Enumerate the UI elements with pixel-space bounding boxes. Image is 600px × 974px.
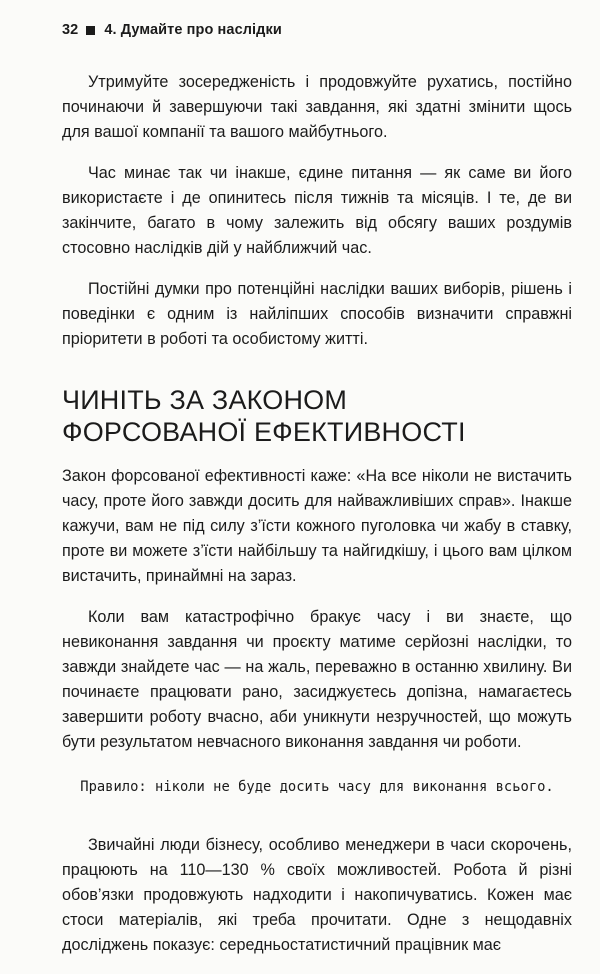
paragraph-5: Коли вам катастрофічно бракує часу і ви знаєте, що невиконання завдання чи проєкту матиме серйозні наслідки, то завжди знайдете час — на жаль, переважно в останню хвилину. Ви починаєте працювати рано, засиджуєтесь допізна, намагаєтесь завершити роботу вчасно, аби уникнути незручностей, що можуть бути результатом невчасного виконання завдання чи роботи. xyxy=(62,608,572,751)
paragraph-3: Постійні думки про потенційні наслідки ваших виборів, рішень і поведінки є одним із найліпших способів визначити справжні пріоритети в роботі та особистому житті. xyxy=(62,280,572,348)
paragraph-6: Звичайні люди бізнесу, особливо менеджери в часи скорочень, працюють на 110—130 % своїх можливостей. Робота й різні обов’язки продовжують надходити і накопичуватись. Кожен має стоси матеріалів, які треба прочитати. Одне з нещодавніх досліджень показує: середньостатистичний працівник має xyxy=(62,836,572,954)
section-heading-line-1: ЧИНІТЬ ЗА ЗАКОНОМ xyxy=(62,385,348,415)
paragraph-1: Утримуйте зосередженість і продовжуйте рухатись, постійно починаючи й завершуючи такі завдання, які здатні змінити щось для вашої компанії та вашого майбутнього. xyxy=(62,73,572,141)
page-body xyxy=(62,70,572,974)
paragraph-2: Час минає так чи інакше, єдине питання — як саме ви його використаєте і де опинитесь після тижнів та місяців. І те, де ви закінчите, багато в чому залежить від обсягу ваших роздумів стосовно наслідків дій у найближчий час. xyxy=(62,164,572,257)
page-number: 32 xyxy=(62,22,79,38)
square-bullet-icon xyxy=(86,26,95,35)
section-heading-line-2: ФОРСОВАНОЇ ЕФЕКТИВНОСТІ xyxy=(62,417,466,447)
chapter-title: 4. Думайте про наслідки xyxy=(104,22,282,38)
running-header xyxy=(62,22,282,38)
section-heading xyxy=(62,384,572,448)
paragraph-4: Закон форсованої ефективності каже: «На все ніколи не вистачить часу, проте його завжди досить для найважливіших справ». Інакше кажучи, вам не під силу з’їсти кожного пуголовка чи жабу в ставку, проте ви можете з’їсти найбільшу та найгидкішу, і цього вам цілком вистачить, принаймні на зараз. xyxy=(62,467,572,585)
rule-callout: Правило: ніколи не буде досить часу для виконання всього. xyxy=(80,779,554,795)
